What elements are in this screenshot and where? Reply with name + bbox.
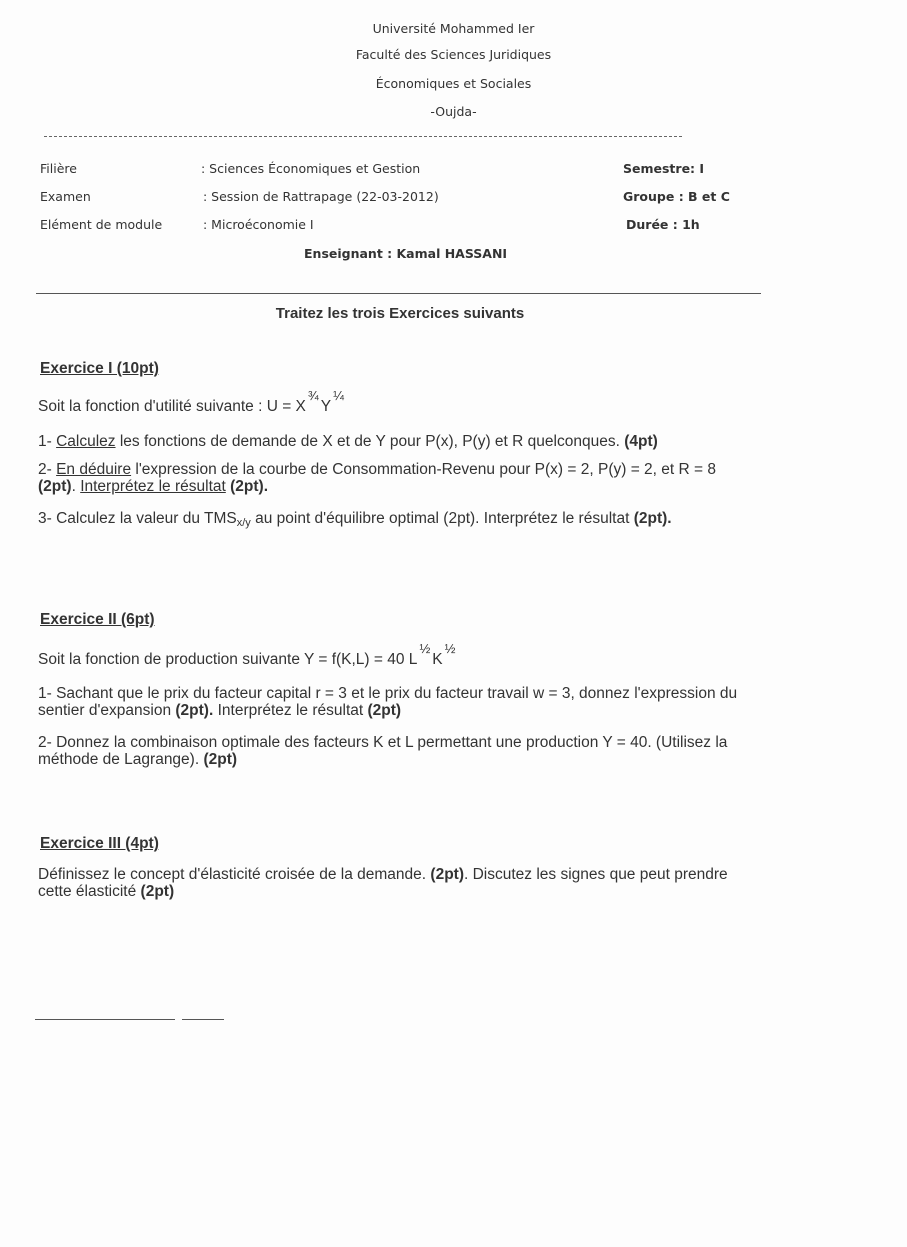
ex2-exponent-l: ½: [419, 641, 431, 656]
footer-rule-2: [182, 1019, 224, 1020]
faculty-line-2: Économiques et Sociales: [375, 76, 532, 91]
dashed-separator: [44, 136, 682, 137]
ex3-points-2: (2pt): [140, 883, 175, 900]
filiere-label: Filière: [40, 161, 77, 176]
ex2-q1-mid: Interprétez le résultat: [213, 702, 368, 719]
city: -Oujda-: [430, 104, 477, 119]
exercise-2-title: Exercice II (6pt): [40, 611, 155, 628]
ex1-q3-text: 3- Calculez la valeur du TMS: [38, 510, 237, 527]
faculty-line-1: Faculté des Sciences Juridiques: [355, 47, 552, 62]
instruction: Traitez les trois Exercices suivants: [275, 305, 525, 322]
examen-value: : Session de Rattrapage (22-03-2012): [203, 189, 439, 204]
ex1-q1-num: 1-: [38, 433, 57, 450]
enseignant: Enseignant : Kamal HASSANI: [304, 246, 508, 261]
exercise-2-q2: [38, 734, 758, 768]
ex2-q1-text: 1- Sachant que le prix du facteur capital r = 3 et le prix du facteur travail w = 3, donnez l'expression du sentier d'expansion: [38, 685, 738, 719]
ex2-q1-points-2: (2pt): [367, 702, 402, 719]
ex1-q2-num: 2-: [38, 461, 57, 478]
ex1-q3-points: (2pt).: [633, 510, 672, 527]
semestre: Semestre: I: [623, 161, 705, 176]
ex2-intro-text: Soit la fonction de production suivante Y = f(K,L) = 40 L: [38, 651, 418, 668]
exercise-2-q1: [38, 685, 758, 719]
ex1-intro-text: Soit la fonction d'utilité suivante : U = X: [38, 398, 306, 415]
ex1-q2-points-2: (2pt).: [225, 478, 268, 495]
exercise-1-q3: [38, 510, 758, 529]
ex3-points-1: (2pt): [430, 866, 464, 883]
ex1-exponent-y: ¼: [333, 388, 344, 403]
ex2-q2-text: 2- Donnez la combinaison optimale des facteurs K et L permettant une production Y = 40. (Utilisez la méthode de Lagrange).: [38, 734, 728, 768]
ex3-text-2: . Discutez les signes que peut prendre cette élasticité: [38, 866, 728, 900]
duree: Durée : 1h: [626, 217, 700, 232]
ex1-q2-sep: .: [71, 478, 81, 495]
footer-rule-1: [35, 1019, 175, 1020]
ex1-q1-underlined: Calculez: [56, 433, 116, 450]
filiere-value: : Sciences Économiques et Gestion: [201, 161, 421, 176]
ex1-q1-points: (4pt): [624, 433, 658, 450]
exercise-1-q1: [38, 433, 758, 450]
element-label: Elément de module: [40, 217, 163, 232]
examen-label: Examen: [40, 189, 91, 204]
ex3-text-1: Définissez le concept d'élasticité croisée de la demande.: [38, 866, 431, 883]
ex1-q3-subscript: x/y: [236, 517, 251, 529]
exercise-1-title: Exercice I (10pt): [40, 360, 159, 377]
ex1-var-y: Y: [320, 398, 332, 415]
ex2-q2-points: (2pt): [203, 751, 238, 768]
exercise-3-text: [38, 866, 758, 900]
ex2-var-k: K: [432, 651, 443, 668]
header-rule: [36, 293, 761, 294]
ex1-q1-text: les fonctions de demande de X et de Y pour P(x), P(y) et R quelconques.: [115, 433, 625, 450]
exercise-1-q2: [38, 461, 758, 495]
ex1-q2-text: l'expression de la courbe de Consommation-Revenu pour P(x) = 2, P(y) = 2, et R = 8: [131, 461, 717, 478]
ex1-exponent-x: ¾: [307, 388, 319, 403]
ex2-q1-points-1: (2pt).: [175, 702, 214, 719]
groupe: Groupe : B et C: [623, 189, 730, 204]
ex1-q2-points-1: (2pt): [38, 478, 72, 495]
exercise-3-title: Exercice III (4pt): [40, 835, 159, 852]
ex1-q3-rest: au point d'équilibre optimal (2pt). Interprétez le résultat: [250, 510, 634, 527]
exercise-2-intro: [38, 641, 758, 668]
ex1-q2-underlined: En déduire: [56, 461, 132, 478]
university-name: Université Mohammed Ier: [372, 21, 535, 36]
exercise-1-intro: [38, 388, 758, 415]
element-value: : Microéconomie I: [203, 217, 314, 232]
ex2-exponent-k: ½: [444, 641, 456, 656]
ex1-q2-underlined-2: Interprétez le résultat: [80, 478, 226, 495]
